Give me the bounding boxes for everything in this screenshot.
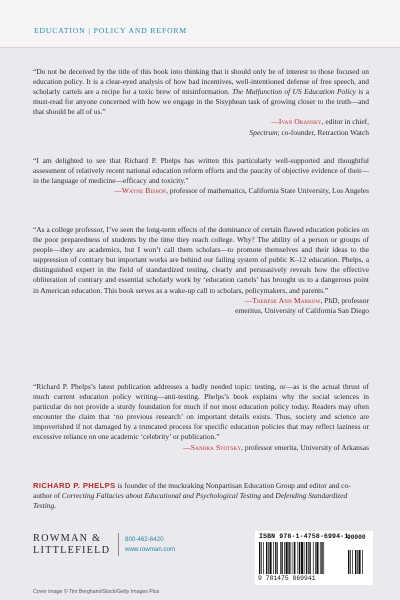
quote-affiliation: emeritus, University of California San Diego (235, 305, 369, 315)
quote-text: “As a college professor, I’ve seen the long-term effects of the dominance of certain flawed education policies on the poor preparedness of students by the time they reach college. Why? The ability of a person or groups of people—they are academics, but I won’t call them scholars—to promote themselves and their ideas to the suppression of contrary but important works are behind our failing system of public K–12 education. Phelps, a distinguished expert in the field of standardized testing, clearly and persuasively reveals how the effective obliteration of contrary and essential scholarly work by ‘education cartels’ has brought us to a dangerous point in American education. This book serves as a wake-up call to scholars, policymakers, and parents.” (33, 225, 369, 295)
quote-attribution: —Sandra Stotsky, professor emerita, University of Arkansas (183, 442, 369, 452)
barcode-bar (288, 542, 289, 574)
barcode-bar (298, 542, 299, 574)
quote-text: “I am delighted to see that Richard P. Phelps has written this particularly well-supported and thoughtful assessment of relatively recent national education reform efforts and the paucity of objective evidence of their—in the language of medicine—efficacy and toxicity.” (33, 156, 369, 186)
price-barcode-bar (362, 550, 363, 574)
price-barcode-bar (352, 550, 353, 574)
barcode-bar (299, 542, 300, 574)
publisher-website: www.rowman.com (125, 546, 176, 553)
author-name: RICHARD P. PHELPS (33, 481, 116, 490)
barcode-bar (266, 542, 267, 574)
barcode-box (255, 531, 373, 585)
quote-text: “Richard P. Phelps’s latest publication addresses a badly needed topic: testing, or—as is the actual thrust of much current education policy writing—anti-testing. Phelps’s book explains why the social sciences in particular do not provide a sturdy foundation for much if not most education policy today. Readers may often encounter the claim that ‘no previous research’ on important details exists. Thus, society and science are impoverished if not damaged by a truncated process for specific education policies that may reflect laziness or excessive reliance on one academic ‘celebrity’ or publication.” (33, 382, 369, 442)
book-title-1: Correcting Fallacies about Educational and Psychological Testing (61, 491, 261, 501)
barcode-bar (286, 542, 288, 574)
quote-attribution: —Therese Ann Markow, PhD, professor (244, 295, 369, 305)
price-code: 90000 (347, 534, 366, 541)
endorsement-quote-2 (33, 156, 369, 196)
publisher-contact (125, 535, 175, 555)
barcode-bar (280, 542, 281, 574)
price-barcode-bar (355, 550, 356, 574)
barcode-bar (294, 542, 295, 574)
isbn-label: ISBN 978-1-4758-6994-1 (259, 533, 349, 540)
barcode-bar (320, 542, 321, 574)
barcode-graphic (258, 542, 370, 574)
barcode-digits: 9 781475 869941 (258, 575, 316, 582)
book-title-2: Defending Standardized Testing (33, 491, 348, 511)
quote-affiliation: Spectrum; co-founder, Retraction Watch (249, 127, 369, 137)
price-barcode-bar (359, 550, 361, 574)
quote-attribution: —Ivan Oransky, editor in chief, (271, 117, 369, 127)
barcode-bar (301, 542, 303, 574)
barcode-bar (316, 542, 318, 574)
barcode-bar (321, 542, 322, 574)
quote-attribution: —Wayne Bishop, professor of mathematics, California State University, Los Angeles (114, 186, 369, 196)
barcode-bar (315, 542, 316, 574)
barcode-bar (284, 542, 285, 574)
barcode-bar (275, 542, 276, 574)
barcode-bar (273, 542, 274, 574)
header-band (0, 0, 400, 47)
barcode-bar (304, 542, 305, 574)
endorsement-quote-1 (33, 67, 369, 138)
barcode-bar (259, 542, 260, 574)
barcode-bar (277, 542, 278, 574)
barcode-bar (281, 542, 282, 574)
price-barcode-bar (348, 550, 349, 574)
publisher-logo: ROWMAN & LITTLEFIELD (33, 533, 111, 556)
endorsement-quote-4 (33, 382, 369, 453)
quote-text: “Do not be deceived by the title of this book into thinking that it should only be of interest to those focused on education policy. It is a clear-eyed analysis of how bad incentives, well-intentioned defense of free speech, and scholarly cartels are a recipe for a toxic brew of misinformation. The Malfunction of US Education Policy is a must-read for anyone concerned with how we engage in the Sisyphean task of growing closer to the truth—and that should be all of us.” (33, 67, 369, 117)
category-label: EDUCATION | POLICY AND REFORM (34, 26, 188, 35)
endorsement-quote-3 (33, 225, 369, 316)
cover-image-credit: Cover image © Tim Bergham/iStock/Getty Images Plus (33, 589, 160, 595)
barcode-bar (323, 542, 324, 574)
barcode-bar (306, 542, 307, 574)
price-barcode-bar (357, 550, 358, 574)
publisher-phone: 800-462-6420 (125, 536, 164, 543)
barcode-bar (309, 542, 310, 574)
barcode-bar (291, 542, 292, 574)
barcode-bar (261, 542, 262, 574)
barcode-bar (270, 542, 272, 574)
barcode-bar (313, 542, 314, 574)
barcode-bar (308, 542, 309, 574)
price-barcode-bar (350, 550, 351, 574)
logo-divider (118, 533, 119, 556)
author-bio: RICHARD P. PHELPS is founder of the muckraking Nonpartisan Education Group and editor and co-author of Correcting Fallacies about Educational and Psychological Testing and Defending Standardized Testing. (33, 481, 351, 511)
barcode-bar (293, 542, 294, 574)
barcode-bar (268, 542, 269, 574)
barcode-bar (263, 542, 264, 574)
